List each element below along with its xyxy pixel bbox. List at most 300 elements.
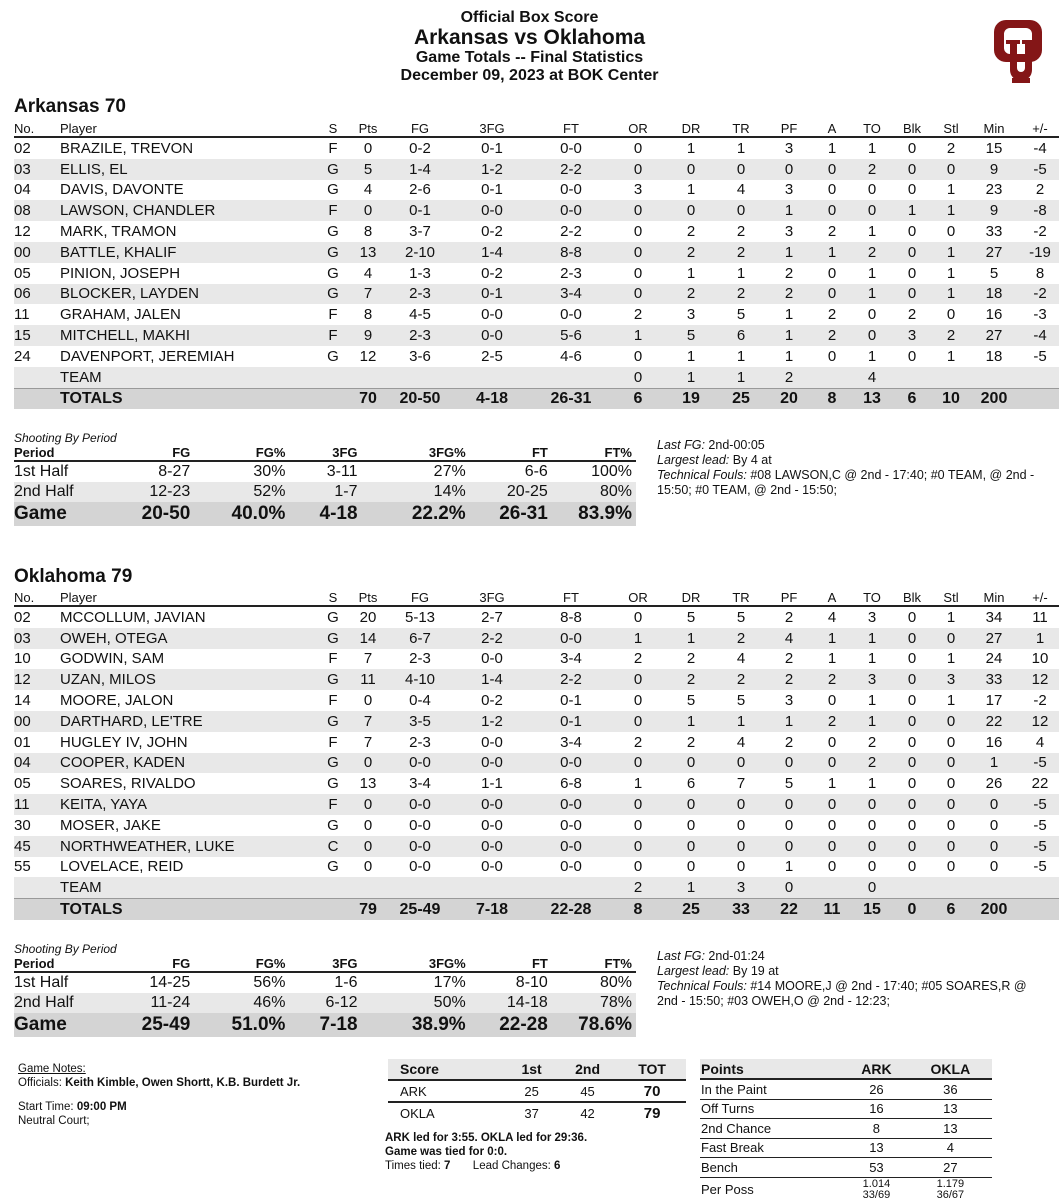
shooting-cell: 83.9% [552, 502, 636, 526]
cell-a: 0 [812, 794, 852, 815]
shooting-cell: 80% [599, 974, 632, 991]
cell-dr: 2 [666, 242, 716, 263]
cell-to: 3 [867, 608, 877, 626]
cell-to: 0 [867, 858, 877, 876]
column-header-pts: Pts [348, 121, 388, 137]
cell-pos: G [318, 242, 348, 263]
cell-or: 2 [633, 733, 643, 751]
oklahoma-ou-logo-icon [992, 18, 1044, 84]
cell-ft: 0-1 [560, 692, 582, 710]
cell-player: DAVENPORT, JEREMIAH [60, 347, 235, 365]
cell-pf: 2 [784, 733, 794, 751]
shooting-period-row [14, 972, 636, 993]
cell-to: 1 [867, 775, 877, 793]
cell-no: 02 [14, 608, 31, 626]
cell-min: 0 [989, 816, 999, 834]
shooting-cell: 14-25 [149, 974, 191, 991]
cell-player: MARK, TRAMON [60, 223, 177, 241]
cell-a: 2 [827, 306, 837, 324]
cell-no: 45 [14, 836, 60, 857]
cell-blk: 0 [907, 139, 917, 157]
column-header-pf: PF [766, 121, 812, 137]
lead-summary [385, 1131, 587, 1173]
cell-a: 2 [812, 669, 852, 690]
cell-min: 9 [970, 159, 1018, 180]
cell-min: 0 [970, 794, 1018, 815]
cell-blk: 0 [907, 223, 917, 241]
cell-pf: 3 [784, 139, 794, 157]
score-by-half-table [388, 1059, 686, 1123]
cell-blk [892, 367, 932, 388]
shooting-cell: 7-18 [289, 1013, 361, 1037]
cell-pf: 1 [784, 347, 794, 365]
cell-pf: 2 [784, 264, 794, 282]
shooting-cell: 26-31 [470, 502, 552, 526]
shooting-cell: 78.6% [552, 1013, 636, 1037]
cell-player: MOORE, JALON [60, 692, 174, 710]
cell-3fg: 0-0 [452, 200, 532, 221]
cell-3fg: 0-0 [452, 325, 532, 346]
cell-fg: 0-0 [409, 816, 431, 834]
cell-plus-minus: -4 [1018, 325, 1059, 346]
points-row [700, 1119, 992, 1139]
column-header-min: Min [970, 121, 1018, 137]
cell-pf: 2 [766, 367, 812, 388]
cell-no: 05 [14, 264, 31, 282]
cell-stl: 0 [946, 306, 956, 324]
cell-player: DAVIS, DAVONTE [60, 181, 184, 199]
cell-to: 1 [852, 284, 892, 305]
cell-pts: 5 [348, 159, 388, 180]
cell-pos: F [328, 692, 338, 710]
cell-fg: 3-7 [409, 223, 431, 241]
cell-fg: 3-6 [409, 347, 431, 365]
cell-pts: 14 [348, 628, 388, 649]
largest-lead-value: By 4 at [732, 453, 772, 467]
shooting-cell: 6-12 [289, 993, 361, 1013]
cell-dr: 2 [666, 669, 716, 690]
cell-pf: 0 [766, 753, 812, 774]
score-half: 42 [580, 1105, 595, 1121]
cell-3fg: 1-1 [481, 775, 503, 793]
cell-tr: 6 [716, 325, 766, 346]
shooting-header-cell: Period [14, 445, 114, 461]
cell-a: 4 [827, 608, 837, 626]
cell-to: 1 [867, 692, 877, 710]
column-header-stl: Stl [932, 121, 970, 137]
cell-a: 1 [812, 242, 852, 263]
team-row [14, 367, 1059, 388]
cell-to: 1 [867, 223, 877, 241]
shooting-caption-oklahoma: Shooting By Period [14, 942, 117, 956]
cell-3fg [452, 367, 532, 388]
cell-a: 0 [812, 836, 852, 857]
points-cell: 8 [844, 1119, 909, 1139]
cell-blk: 0 [907, 347, 917, 365]
cell-pts: 7 [363, 733, 373, 751]
cell-no: 03 [14, 628, 60, 649]
score-header-cell: 1st [506, 1059, 557, 1080]
cell-or: 0 [633, 692, 643, 710]
cell-fg: 4-5 [409, 306, 431, 324]
cell-pf: 3 [784, 181, 794, 199]
cell-or: 0 [610, 836, 666, 857]
cell-ft: 0-0 [532, 200, 610, 221]
points-cell: 36 [909, 1079, 992, 1099]
cell-a: 0 [827, 816, 837, 834]
total-pf: 20 [766, 388, 812, 409]
score-half: 25 [506, 1080, 557, 1102]
shooting-cell: 1st Half [14, 463, 69, 480]
shooting-header-cell: FT% [552, 445, 636, 461]
totals-row [14, 388, 1059, 409]
site-note: Neutral Court; [18, 1115, 90, 1127]
cell-or: 1 [633, 775, 643, 793]
cell-fg [388, 877, 452, 898]
cell-or: 0 [633, 139, 643, 157]
shooting-cell: 52% [194, 482, 289, 502]
total-ft: 26-31 [532, 388, 610, 409]
cell-blk: 0 [892, 159, 932, 180]
cell-player: MCCOLLUM, JAVIAN [60, 608, 206, 626]
total-blk: 0 [892, 899, 932, 920]
cell-pos: G [318, 284, 348, 305]
cell-pf: 1 [784, 306, 794, 324]
player-row [14, 346, 1059, 367]
cell-no: 12 [14, 223, 31, 241]
times-tied-value: 7 [444, 1160, 451, 1172]
shooting-caption-arkansas: Shooting By Period [14, 431, 117, 445]
cell-stl: 1 [932, 200, 970, 221]
cell-stl: 0 [932, 794, 970, 815]
cell-ft: 0-0 [532, 836, 610, 857]
cell-or: 0 [610, 753, 666, 774]
cell-pos: G [327, 608, 339, 626]
shooting-cell: 1-7 [289, 482, 361, 502]
column-header-no: No. [14, 590, 60, 606]
cell-a: 0 [812, 284, 852, 305]
points-cell: 53 [844, 1158, 909, 1178]
cell-dr: 1 [666, 877, 716, 898]
cell-pos: F [318, 200, 348, 221]
cell-stl: 0 [946, 816, 956, 834]
shooting-cell: 100% [591, 463, 632, 480]
cell-min: 24 [985, 650, 1003, 668]
cell-3fg: 0-0 [481, 816, 503, 834]
cell-blk [892, 877, 932, 898]
cell-pts [348, 877, 388, 898]
cell-a: 0 [827, 264, 837, 282]
cell-dr: 1 [686, 181, 696, 199]
cell-3fg: 0-0 [481, 650, 503, 668]
player-row [14, 794, 1059, 815]
cell-pts: 13 [348, 242, 388, 263]
cell-no: 04 [14, 753, 60, 774]
cell-pos: F [328, 139, 338, 157]
per-poss-row [700, 1177, 992, 1202]
total-pos [318, 899, 348, 920]
total-3fg: 4-18 [452, 388, 532, 409]
cell-or: 1 [610, 628, 666, 649]
total-3fg: 7-18 [452, 899, 532, 920]
cell-ft: 0-0 [532, 628, 610, 649]
last-fg-label: Last FG: [657, 438, 705, 452]
cell-fg: 0-0 [388, 836, 452, 857]
cell-or: 0 [610, 669, 666, 690]
report-subtitle: Game Totals -- Final Statistics [415, 49, 644, 66]
cell-pos: F [318, 794, 348, 815]
cell-pts: 11 [348, 669, 388, 690]
points-header-cell: Points [700, 1059, 844, 1079]
cell-min: 0 [989, 858, 999, 876]
cell-no: 02 [14, 139, 31, 157]
cell-tr: 1 [736, 347, 746, 365]
tie-time-summary: Game was tied for 0:0. [385, 1146, 508, 1158]
points-cell: 13 [909, 1119, 992, 1139]
player-row [14, 263, 1059, 284]
shooting-header-cell: FT% [552, 956, 636, 972]
technical-fouls-label: Technical Fouls: [657, 468, 747, 482]
total-or: 8 [610, 899, 666, 920]
column-header-fg: FG [388, 590, 452, 606]
cell-ft: 0-0 [560, 306, 582, 324]
cell-plus-minus: -4 [1033, 139, 1047, 157]
cell-player: TEAM [60, 367, 318, 388]
points-cell: Fast Break [700, 1138, 844, 1158]
shooting-header-cell: FG [114, 956, 194, 972]
cell-pf: 5 [784, 775, 794, 793]
cell-stl: 0 [932, 753, 970, 774]
shooting-cell: Game [14, 502, 114, 526]
cell-min: 16 [985, 733, 1003, 751]
cell-ft: 2-2 [560, 223, 582, 241]
shooting-header-row [14, 445, 636, 461]
cell-plus-minus: 8 [1035, 264, 1045, 282]
player-row [14, 304, 1059, 325]
cell-min: 27 [970, 325, 1018, 346]
cell-pos: G [318, 669, 348, 690]
cell-or: 0 [610, 367, 666, 388]
shooting-cell: 46% [194, 993, 289, 1013]
player-row [14, 284, 1059, 305]
cell-plus-minus: -2 [1033, 692, 1047, 710]
cell-or: 0 [610, 242, 666, 263]
cell-player: BATTLE, KHALIF [60, 242, 318, 263]
shooting-cell: 38.9% [362, 1013, 470, 1037]
cell-tr: 0 [716, 200, 766, 221]
lead-changes-value: 6 [554, 1160, 561, 1172]
cell-3fg: 0-0 [481, 858, 503, 876]
cell-player: MOSER, JAKE [60, 816, 161, 834]
cell-or: 1 [610, 325, 666, 346]
shooting-header-cell: 3FG% [362, 956, 470, 972]
cell-to: 1 [867, 650, 877, 668]
cell-3fg: 0-1 [481, 139, 503, 157]
column-header-or: OR [610, 590, 666, 606]
points-cell: 13 [909, 1099, 992, 1119]
points-cell: Off Turns [700, 1099, 844, 1119]
cell-dr: 1 [686, 347, 696, 365]
cell-a: 1 [827, 139, 837, 157]
cell-or: 0 [610, 794, 666, 815]
cell-dr: 1 [666, 711, 716, 732]
cell-player: LOVELACE, REID [60, 858, 184, 876]
cell-plus-minus: -8 [1018, 200, 1059, 221]
cell-3fg [452, 877, 532, 898]
points-cell: 16 [844, 1099, 909, 1119]
shooting-cell: Game [14, 1013, 114, 1037]
score-header-cell: TOT [618, 1059, 686, 1080]
column-header-a: A [812, 121, 852, 137]
shooting-cell: 27% [433, 463, 466, 480]
cell-pf: 2 [766, 284, 812, 305]
total-dr: 19 [666, 388, 716, 409]
points-header-cell: OKLA [909, 1059, 992, 1079]
cell-a: 0 [827, 733, 837, 751]
column-header-player: Player [60, 590, 318, 606]
cell-blk: 0 [892, 242, 932, 263]
cell-blk: 0 [892, 794, 932, 815]
shooting-cell: 3-11 [326, 463, 358, 480]
shooting-header-cell: Period [14, 956, 114, 972]
cell-min: 27 [970, 242, 1018, 263]
cell-to: 0 [852, 794, 892, 815]
column-header-plus-minus: +/- [1018, 590, 1059, 606]
column-header-3fg: 3FG [452, 590, 532, 606]
cell-a [812, 877, 852, 898]
cell-dr: 0 [666, 753, 716, 774]
cell-pos: C [318, 836, 348, 857]
cell-pts: 0 [363, 692, 373, 710]
cell-plus-minus [1018, 367, 1059, 388]
cell-pts: 7 [348, 284, 388, 305]
shooting-cell: 20-50 [114, 502, 194, 526]
cell-or: 2 [633, 306, 643, 324]
column-header-blk: Blk [892, 121, 932, 137]
cell-fg: 3-4 [409, 775, 431, 793]
player-row [14, 137, 1059, 159]
shooting-game-row [14, 1013, 636, 1037]
column-header-to: TO [852, 121, 892, 137]
shooting-cell: 1-6 [334, 974, 358, 991]
cell-a [812, 367, 852, 388]
cell-tr: 7 [736, 775, 746, 793]
cell-tr: 0 [736, 816, 746, 834]
cell-dr: 0 [666, 836, 716, 857]
cell-tr: 2 [716, 669, 766, 690]
cell-3fg: 2-7 [481, 608, 503, 626]
cell-pf: 1 [766, 242, 812, 263]
largest-lead-label: Largest lead: [657, 964, 730, 978]
cell-min [970, 877, 1018, 898]
points-cell: 4 [909, 1138, 992, 1158]
cell-ft: 3-4 [532, 284, 610, 305]
column-header-plus-minus: +/- [1018, 121, 1059, 137]
cell-dr: 5 [686, 692, 696, 710]
cell-player: GODWIN, SAM [60, 650, 165, 668]
cell-no: 08 [14, 200, 60, 221]
shooting-cell: 11-24 [114, 993, 194, 1013]
cell-to: 3 [852, 669, 892, 690]
cell-stl: 2 [946, 139, 956, 157]
cell-or: 0 [633, 858, 643, 876]
shooting-cell: 22.2% [362, 502, 470, 526]
total-pos [318, 388, 348, 409]
cell-no: 03 [14, 159, 60, 180]
cell-min [970, 367, 1018, 388]
cell-pos: F [328, 306, 338, 324]
score-team: OKLA [400, 1105, 435, 1121]
total-player: TOTALS [60, 388, 318, 409]
cell-to: 0 [867, 306, 877, 324]
cell-dr: 5 [686, 608, 696, 626]
report-header [0, 8, 1059, 85]
cell-plus-minus: -5 [1033, 858, 1047, 876]
cell-pos [318, 367, 348, 388]
cell-to: 0 [852, 877, 892, 898]
total-pts: 70 [348, 388, 388, 409]
lead-changes-label: Lead Changes: [472, 1160, 551, 1172]
cell-dr: 0 [666, 794, 716, 815]
shooting-header-cell: 3FG% [362, 445, 470, 461]
shooting-game-row [14, 502, 636, 526]
cell-min: 0 [970, 836, 1018, 857]
column-header-dr: DR [666, 590, 716, 606]
cell-to: 4 [852, 367, 892, 388]
cell-pts: 20 [359, 608, 377, 626]
cell-blk: 0 [892, 628, 932, 649]
cell-min: 34 [985, 608, 1003, 626]
player-row [14, 815, 1059, 836]
shooting-cell: 78% [552, 993, 636, 1013]
total-ft: 22-28 [532, 899, 610, 920]
cell-fg: 3-5 [388, 711, 452, 732]
points-cell: 26 [844, 1079, 909, 1099]
cell-or: 0 [610, 159, 666, 180]
cell-to: 0 [852, 200, 892, 221]
cell-no: 30 [14, 816, 31, 834]
column-header-fg: FG [388, 121, 452, 137]
cell-stl: 0 [932, 711, 970, 732]
cell-no: 00 [14, 711, 60, 732]
total-blk: 6 [892, 388, 932, 409]
cell-player: UZAN, MILOS [60, 669, 318, 690]
cell-plus-minus: -5 [1018, 836, 1059, 857]
cell-no: 15 [14, 325, 60, 346]
cell-pts [348, 367, 388, 388]
cell-tr: 0 [716, 753, 766, 774]
total-tr: 25 [716, 388, 766, 409]
cell-to: 0 [867, 181, 877, 199]
shooting-cell: 22-28 [470, 1013, 552, 1037]
cell-plus-minus: 4 [1035, 733, 1045, 751]
cell-plus-minus [1018, 877, 1059, 898]
score-row [388, 1080, 686, 1102]
cell-blk: 0 [892, 669, 932, 690]
cell-fg: 0-4 [409, 692, 431, 710]
totals-row [14, 899, 1059, 920]
points-header-row [700, 1059, 992, 1079]
total-tr: 33 [716, 899, 766, 920]
largest-lead-label: Largest lead: [657, 453, 730, 467]
shooting-period-row [14, 461, 636, 482]
shooting-cell: 1st Half [14, 974, 69, 991]
cell-no [14, 877, 60, 898]
total-fg: 20-50 [388, 388, 452, 409]
cell-stl: 1 [946, 692, 956, 710]
total-to: 13 [852, 388, 892, 409]
score-team: ARK [388, 1080, 506, 1102]
